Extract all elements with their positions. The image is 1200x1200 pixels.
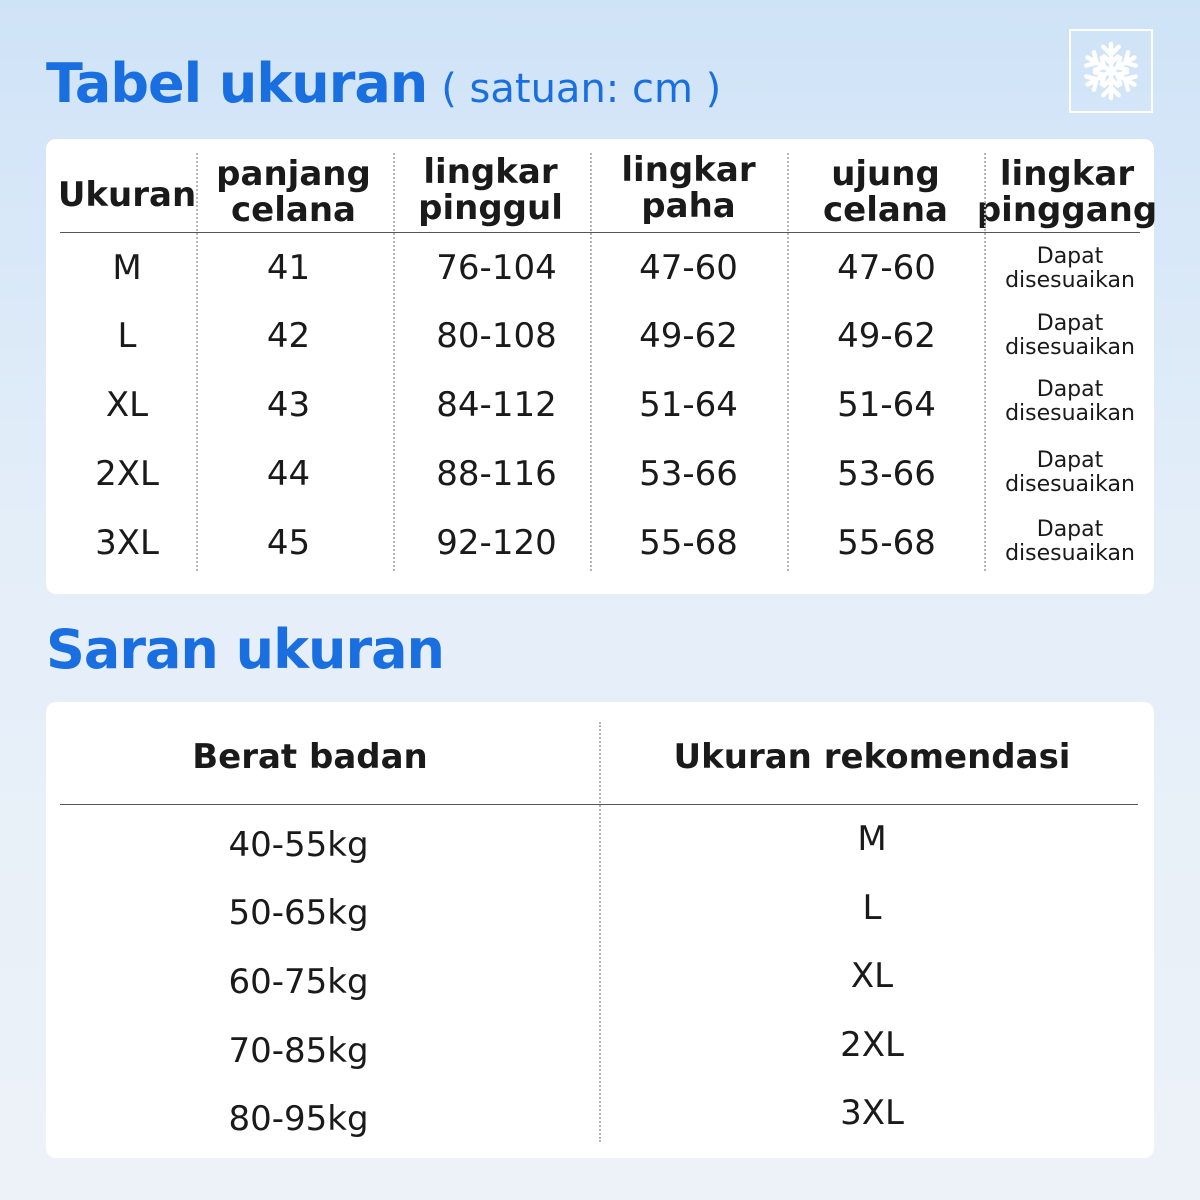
table-cell: 47-60 [639, 248, 738, 289]
header-recommended-size: Ukuran rekomendasi [673, 737, 1071, 778]
table-cell: 70-85kg [228, 1031, 369, 1072]
table-cell: 60-75kg [228, 962, 369, 1003]
header-thigh: lingkar paha [621, 150, 756, 226]
table-cell: 49-62 [639, 316, 738, 357]
size-chart-heading [46, 52, 721, 122]
header-divider [60, 232, 1140, 233]
header-weight: Berat badan [192, 737, 428, 778]
table-cell: 45 [266, 523, 311, 564]
table-cell: L [862, 888, 882, 929]
table-cell: 3XL [95, 523, 159, 564]
column-divider [787, 153, 789, 571]
size-chart-title: Tabel ukuran [46, 52, 428, 115]
table-cell: XL [850, 956, 894, 997]
table-cell: 55-68 [639, 523, 738, 564]
header-leg-opening: ujung celana [823, 154, 948, 230]
header-size: Ukuran [57, 175, 197, 216]
table-cell: 50-65kg [228, 893, 369, 934]
table-cell: Dapat disesuaikan [1005, 243, 1135, 293]
table-cell: 2XL [95, 454, 159, 495]
table-cell: M [857, 819, 887, 860]
column-divider [984, 153, 986, 571]
table-cell: 43 [266, 385, 311, 426]
recommendation-title: Saran ukuran [46, 618, 444, 681]
column-divider [393, 153, 395, 571]
table-cell: 88-116 [436, 454, 557, 495]
unit-label: ( satuan: cm ) [441, 66, 722, 112]
column-divider [599, 722, 601, 1142]
table-cell: 42 [266, 316, 311, 357]
column-divider [196, 153, 198, 571]
table-cell: 44 [266, 454, 311, 495]
table-cell: 53-66 [837, 454, 936, 495]
table-cell: Dapat disesuaikan [1005, 516, 1135, 566]
snowflake-icon [1080, 40, 1142, 102]
table-cell: 84-112 [436, 385, 557, 426]
snowflake-badge [1069, 29, 1153, 113]
table-cell: Dapat disesuaikan [1005, 376, 1135, 426]
table-cell: Dapat disesuaikan [1005, 447, 1135, 497]
table-cell: 76-104 [436, 248, 557, 289]
table-cell: L [117, 316, 137, 357]
table-cell: 51-64 [837, 385, 936, 426]
recommendation-table [46, 702, 1154, 1158]
header-hip: lingkar pinggul [418, 152, 563, 228]
table-cell: Dapat disesuaikan [1005, 310, 1135, 360]
header-waist: lingkar pinggang [976, 154, 1158, 230]
table-cell: 47-60 [837, 248, 936, 289]
table-cell: 92-120 [436, 523, 557, 564]
table-cell: 51-64 [639, 385, 738, 426]
table-cell: 80-108 [436, 316, 557, 357]
table-cell: 41 [266, 248, 311, 289]
table-cell: 53-66 [639, 454, 738, 495]
table-cell: 55-68 [837, 523, 936, 564]
table-cell: XL [105, 385, 149, 426]
column-divider [590, 153, 592, 571]
table-cell: 49-62 [837, 316, 936, 357]
table-cell: M [112, 248, 142, 289]
table-cell: 40-55kg [228, 825, 369, 866]
table-cell: 3XL [840, 1093, 904, 1134]
size-chart-table [46, 139, 1158, 594]
table-cell: 80-95kg [228, 1099, 369, 1140]
table-cell: 2XL [840, 1025, 904, 1066]
header-pants-length: panjang celana [216, 154, 371, 230]
